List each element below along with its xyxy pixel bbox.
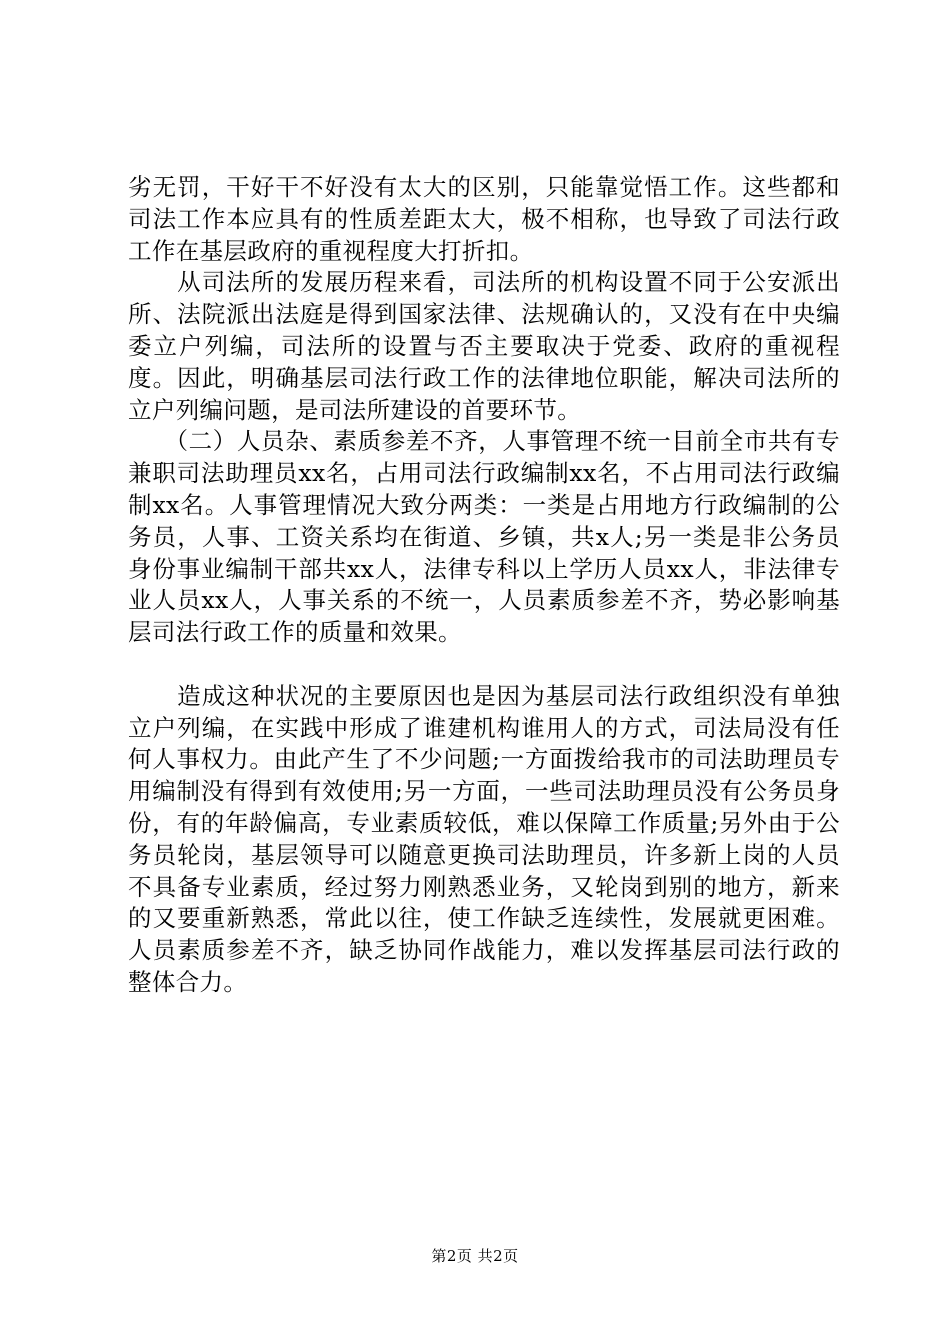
paragraph-institution-history: 从司法所的发展历程来看，司法所的机构设置不同于公安派出所、法院派出法庭是得到国家法律、法规确认的，又没有在中央编委立户列编，司法所的设置与否主要取决于党委、政府的重视程度。因此，明确基层司法行政工作的法律地位职能，解决司法所的立户列编问题，是司法所建设的首要环节。: [128, 268, 840, 424]
page-number-footer: 第2页 共2页: [431, 1247, 519, 1265]
paragraph-main-causes: 造成这种状况的主要原因也是因为基层司法行政组织没有单独立户列编，在实践中形成了谁建机构谁用人的方式，司法局没有任何人事权力。由此产生了不少问题;一方面拨给我市的司法助理员专用编制没有得到有效使用;另一方面，一些司法助理员没有公务员身份，有的年龄偏高，专业素质较低，难以保障工作质量;另外由于公务员轮岗，基层领导可以随意更换司法助理员，许多新上岗的人员不具备专业素质，经过努力刚熟悉业务，又轮岗到别的地方，新来的又要重新熟悉，常此以往，使工作缺乏连续性，发展就更困难。人员素质参差不齐，缺乏协同作战能力，难以发挥基层司法行政的整体合力。: [128, 681, 840, 996]
paragraph-continued: 劣无罚，干好干不好没有太大的区别，只能靠觉悟工作。这些都和司法工作本应具有的性质差距太大，极不相称，也导致了司法行政工作在基层政府的重视程度大打折扣。: [128, 173, 840, 265]
paragraph-personnel-status: （二）人员杂、素质参差不齐，人事管理不统一目前全市共有专兼职司法助理员xx名，占用司法行政编制xx名，不占用司法行政编制xx名。人事管理情况大致分两类：一类是占用地方行政编制的公务员，人事、工资关系均在街道、乡镇，共x人;另一类是非公务员身份事业编制干部共xx人，法律专科以上学历人员xx人，非法律专业人员xx人，人事关系的不统一，人员素质参差不齐，势必影响基层司法行政工作的质量和效果。: [128, 427, 840, 647]
document-body: [128, 172, 840, 999]
